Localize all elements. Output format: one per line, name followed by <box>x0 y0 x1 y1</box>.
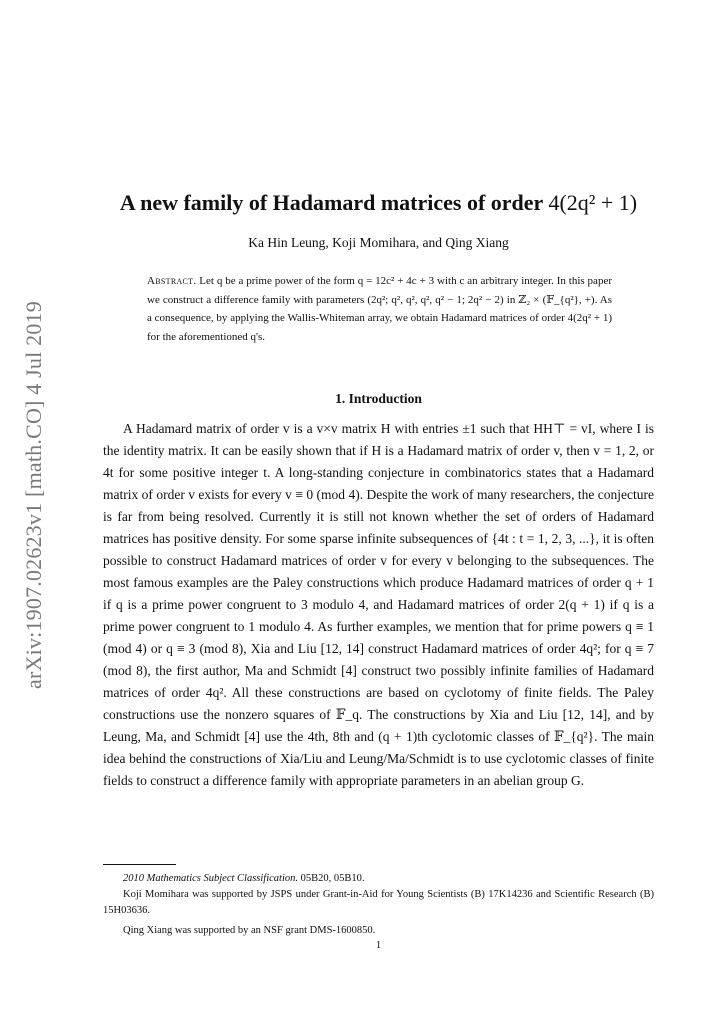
arxiv-id-text: arXiv:1907.02623v1 [math.CO] 4 Jul 2019 <box>21 301 47 689</box>
footnotes <box>103 871 654 939</box>
paper-title <box>103 190 654 216</box>
abstract <box>147 272 612 346</box>
footnote-rule <box>103 864 176 865</box>
footnote-momihara: Koji Momihara was supported by JSPS under Grant-in-Aid for Young Scientists (B) 17K14236 and Scientific Research (B) 15H03636. <box>103 889 654 916</box>
msc-codes: 05B20, 05B10. <box>300 873 365 884</box>
section-heading: 1. Introduction <box>335 391 422 406</box>
title-text: A new family of Hadamard matrices of order <box>119 190 543 215</box>
author-list: Ka Hin Leung, Koji Momihara, and Qing Xiang <box>248 235 509 250</box>
footnote-xiang: Qing Xiang was supported by an NSF grant DMS-1600850. <box>123 925 376 936</box>
abstract-text: Let q be a prime power of the form q = 12c² + 4c + 3 with c an arbitrary integer. In this paper we construct a difference family with parameters (2q²; q², q², q², q² − 1; 2q² − 2) in ℤ₂ × (𝔽_{q²}, +). As a consequence, by applying the Wallis-Whiteman array, we obtain Hadamard matrices of order 4(2q² + 1) for the aforementioned q's. <box>147 275 612 343</box>
arxiv-identifier <box>16 290 52 700</box>
intro-paragraph: A Hadamard matrix of order v is a v×v matrix H with entries ±1 such that HH⊤ = vI, where I is the identity matrix. It can be easily shown that if H is a Hadamard matrix of order v, then v = 1, 2, or 4t for some positive integer t. A long-standing conjecture in combinatorics states that a Hadamard matrix of order v exists for every v ≡ 0 (mod 4). Despite the work of many researchers, the conjecture is far from being resolved. Currently it is still not known whether the set of orders of Hadamard matrices has positive density. For some sparse infinite subsequences of {4t : t = 1, 2, 3, ...}, it is often possible to construct Hadamard matrices of order v for every v belonging to the subsequences. The most famous examples are the Paley constructions which produce Hadamard matrices of order q + 1 if q is a prime power congruent to 3 modulo 4, and Hadamard matrices of order 2(q + 1) if q is a prime power congruent to 1 modulo 4. As further examples, we mention that for prime powers q ≡ 1 (mod 4) or q ≡ 3 (mod 8), Xia and Liu [12, 14] construct Hadamard matrices of order 4q²; for q ≡ 7 (mod 8), the first author, Ma and Schmidt [4] construct two possibly infinite families of Hadamard matrices of order 4q². All these constructions are based on cyclotomy of finite fields. The Paley constructions use the nonzero squares of 𝔽_q. The constructions by Xia and Liu [12, 14], and by Leung, Ma, and Schmidt [4] use the 4th, 8th and (q + 1)th cyclotomic classes of 𝔽_{q²}. The main idea behind the constructions of Xia/Liu and Leung/Ma/Schmidt is to use cyclotomic classes of finite fields to construct a difference family with appropriate parameters in an abelian group G. <box>103 421 654 788</box>
page-number: 1 <box>375 940 382 951</box>
abstract-heading: Abstract. <box>147 275 197 287</box>
msc-label: 2010 Mathematics Subject Classification. <box>123 873 298 884</box>
footnote-msc <box>103 871 654 887</box>
title-order: 4(2q² + 1) <box>548 190 638 215</box>
